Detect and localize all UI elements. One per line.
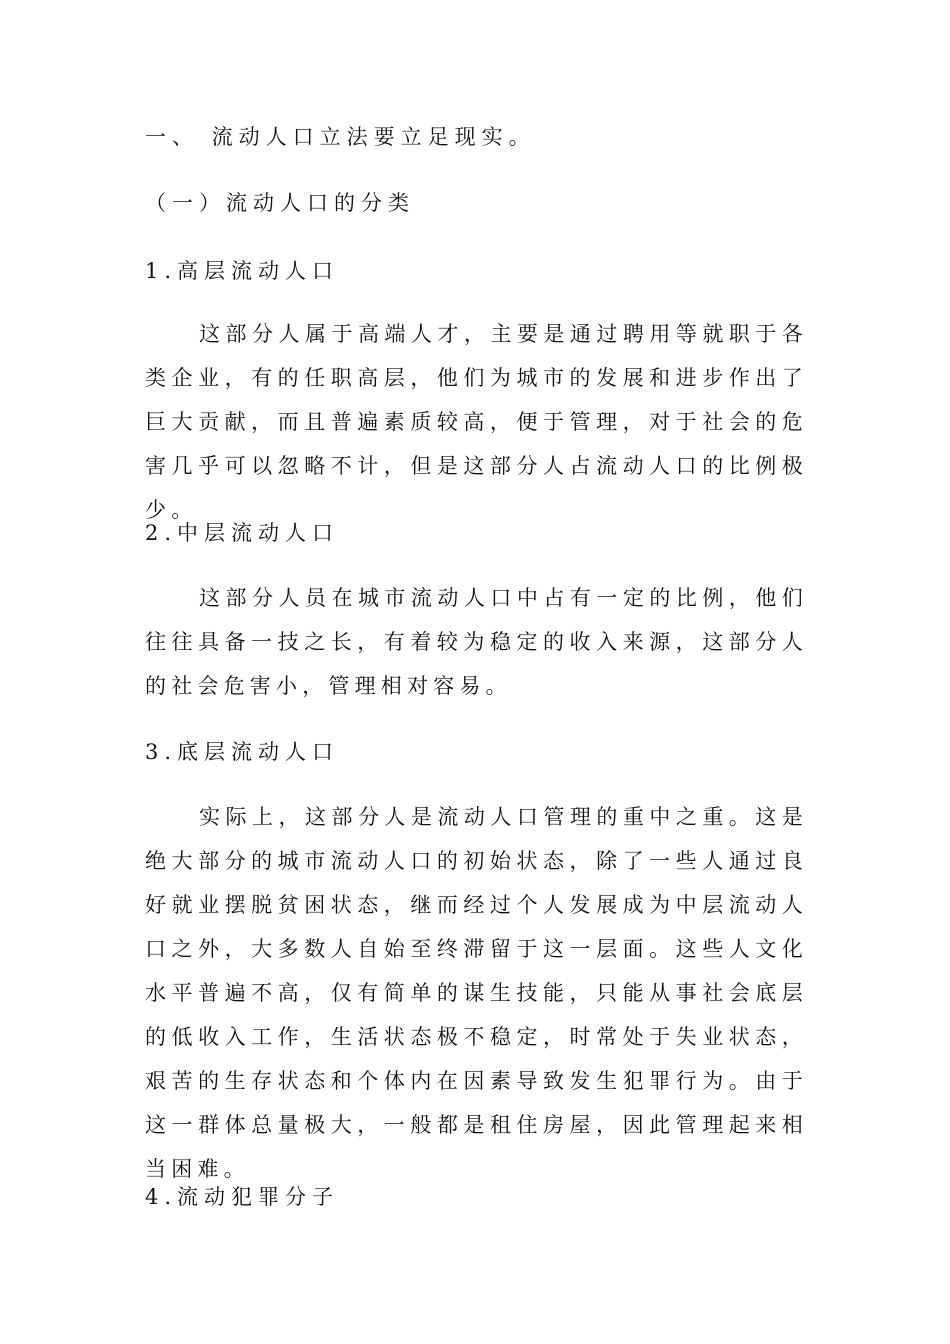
item-heading-criminals: 4.流动犯罪分子 <box>145 1185 340 1209</box>
subsection-heading: （一）流动人口的分类 <box>145 191 415 215</box>
item-heading-bottom-level: 3.底层流动人口 <box>145 740 340 764</box>
item-heading-high-level: 1.高层流动人口 <box>145 259 340 283</box>
item-paragraph-bottom-level: 实际上，这部分人是流动人口管理的重中之重。这是绝大部分的城市流动人口的初始状态，除了一些人通过良好就业摆脱贫困状态，继而经过个人发展成为中层流动人口之外，大多数人自始至终滞留于这一层面。这些人文化水平普遍不高，仅有简单的谋生技能，只能从事社会底层的低收入工作，生活状态极不稳定，时常处于失业状态，艰苦的生存状态和个体内在因素导致发生犯罪行为。由于这一群体总量极大，一般都是租住房屋，因此管理起来相当困难。 <box>145 805 808 1181</box>
section-heading: 一、 流动人口立法要立足现实。 <box>145 125 536 149</box>
item-paragraph-middle-level: 这部分人员在城市流动人口中占有一定的比例，他们往往具备一技之长，有着较为稳定的收入来源，这部分人的社会危害小，管理相对容易。 <box>145 586 808 698</box>
item-heading-middle-level: 2.中层流动人口 <box>145 521 340 545</box>
item-paragraph-high-level: 这部分人属于高端人才，主要是通过聘用等就职于各类企业，有的任职高层，他们为城市的发展和进步作出了巨大贡献，而且普遍素质较高，便于管理，对于社会的危害几乎可以忽略不计，但是这部分人占流动人口的比例极少。 <box>145 322 808 522</box>
